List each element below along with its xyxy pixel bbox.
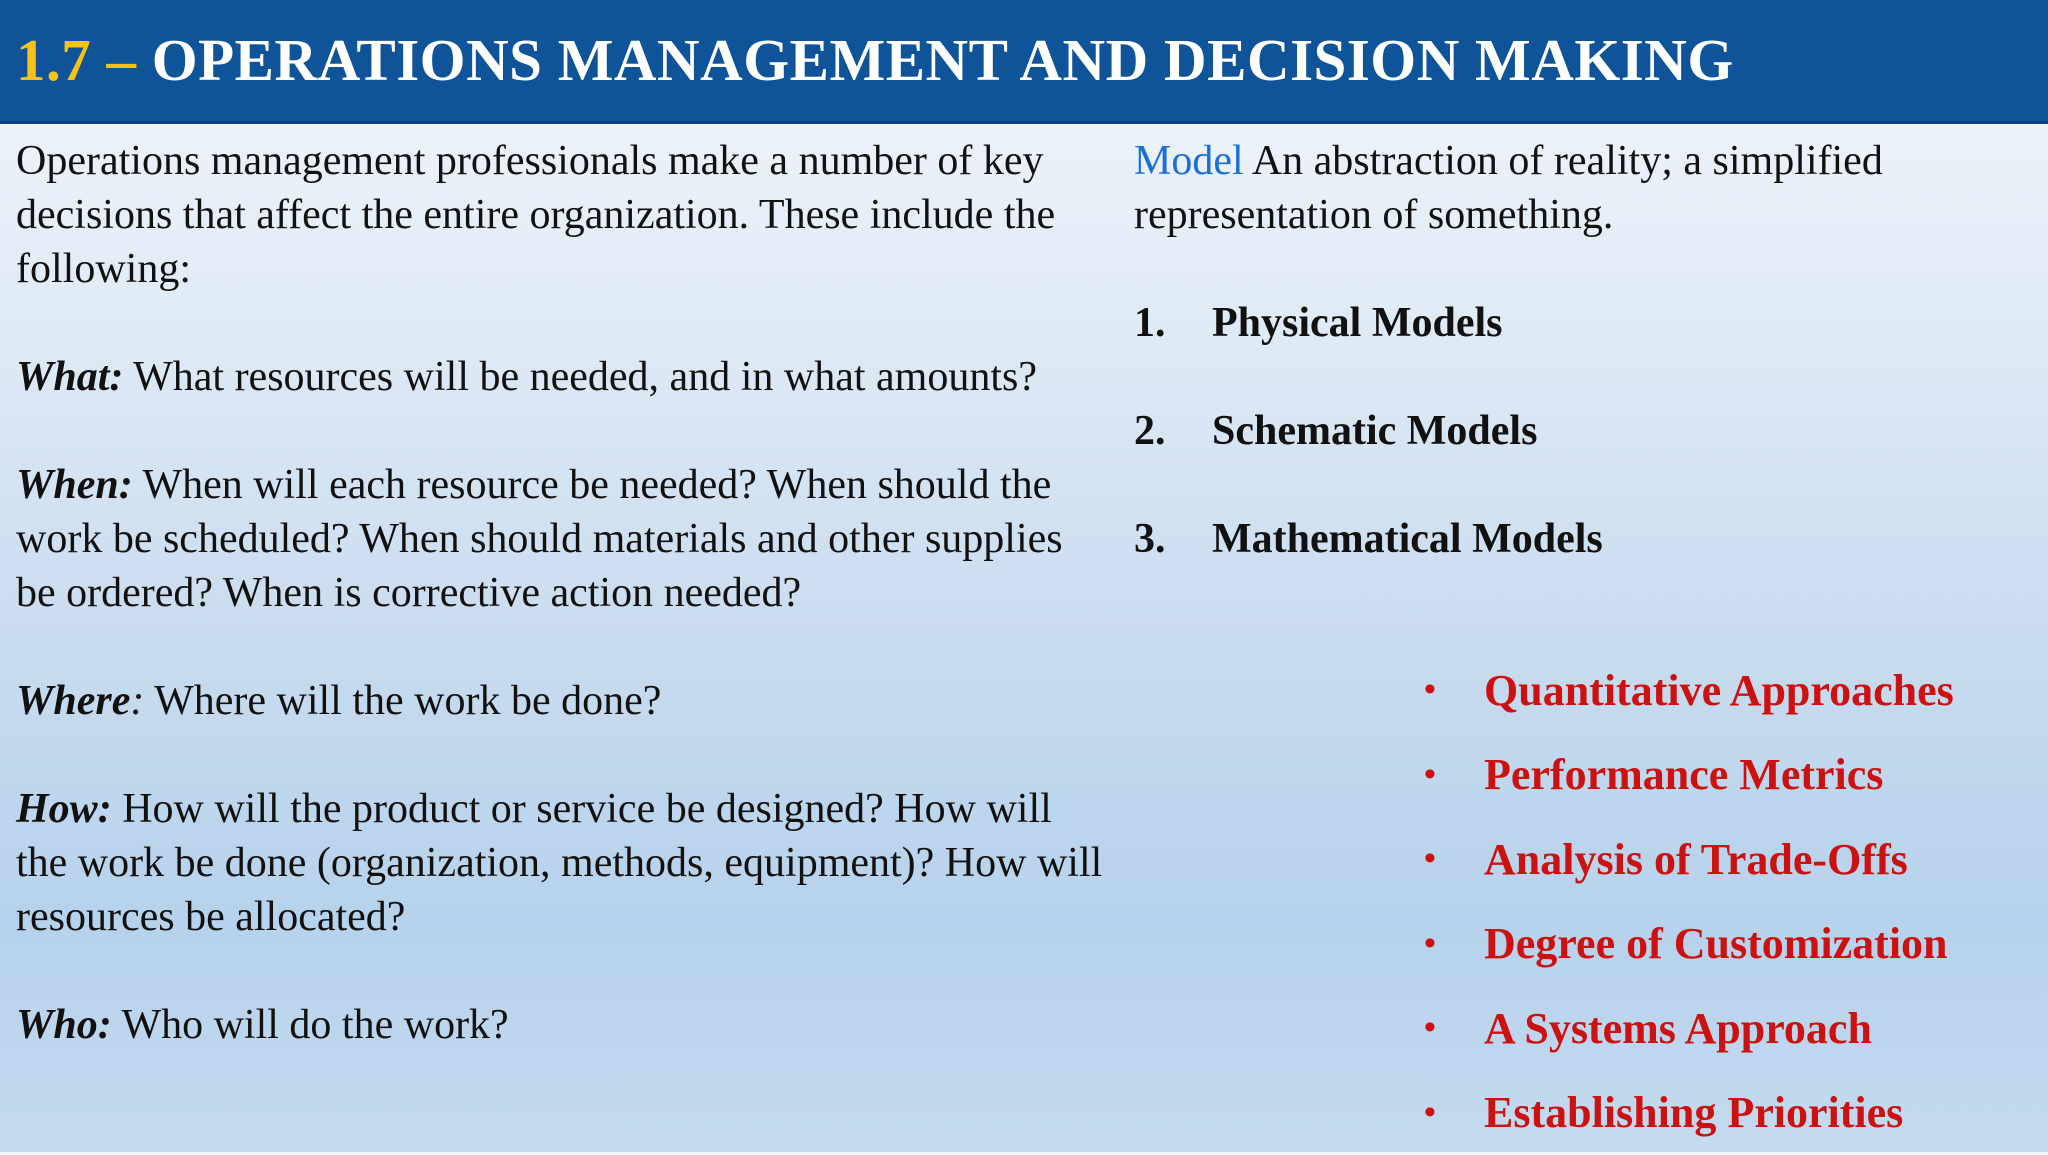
bullet-label: Establishing Priorities [1484, 1087, 1903, 1138]
bullet-icon: • [1424, 1096, 1484, 1130]
intro-paragraph: Operations management professionals make a number of key decisions that affect the entire organization. These include the following: [16, 134, 1106, 296]
question-text: How will the product or service be designed? How will the work be done (organization, methods, equipment)? How will resources be allocated? [16, 786, 1102, 940]
bullet-item [1424, 733, 1954, 818]
models-list [1134, 296, 2034, 566]
bullet-label: Analysis of Trade-Offs [1484, 834, 1908, 885]
bullet-label: Performance Metrics [1484, 749, 1883, 800]
bullet-label: Degree of Customization [1484, 918, 1948, 969]
question-sep: : [98, 1002, 112, 1048]
model-definition-text: An abstraction of reality; a simplified representation of something. [1134, 138, 1883, 238]
model-term: Model [1134, 138, 1244, 184]
list-label: Mathematical Models [1212, 512, 1603, 566]
question-sep: : [130, 678, 144, 724]
bullet-item [1424, 1071, 1954, 1155]
question-key: What [16, 354, 109, 400]
question-what [16, 350, 1106, 404]
bullet-icon: • [1424, 842, 1484, 876]
question-key: How [16, 786, 98, 832]
bullet-item [1424, 902, 1954, 987]
title-bar [0, 0, 2048, 124]
question-key: Who [16, 1002, 98, 1048]
question-text: Where will the work be done? [144, 678, 661, 724]
bullet-icon: • [1424, 1011, 1484, 1045]
model-definition [1134, 134, 2034, 242]
models-column [1134, 134, 2034, 620]
slide-title [16, 26, 1734, 95]
bullet-icon: • [1424, 673, 1484, 707]
bullet-icon: • [1424, 758, 1484, 792]
question-key: When [16, 462, 119, 508]
question-where [16, 674, 1106, 728]
list-item [1134, 404, 2034, 458]
question-key: Where [16, 678, 130, 724]
question-text: When will each resource be needed? When should the work be scheduled? When should materials and other supplies be ordered? When is corrective action needed? [16, 462, 1063, 616]
title-text: OPERATIONS MANAGEMENT AND DECISION MAKING [152, 27, 1734, 93]
question-sep: : [119, 462, 133, 508]
bullet-list [1424, 648, 1954, 1155]
list-number: 3. [1134, 512, 1212, 566]
decisions-column [16, 134, 1106, 1106]
list-label: Schematic Models [1212, 404, 1537, 458]
section-number: 1.7 – [16, 27, 137, 93]
question-who [16, 998, 1106, 1052]
list-number: 1. [1134, 296, 1212, 350]
bullet-label: A Systems Approach [1484, 1003, 1872, 1054]
bullet-item [1424, 817, 1954, 902]
question-text: Who will do the work? [112, 1002, 509, 1048]
bullet-label: Quantitative Approaches [1484, 665, 1954, 716]
question-how [16, 782, 1106, 944]
question-sep: : [109, 354, 123, 400]
bullet-icon: • [1424, 927, 1484, 961]
bullet-item [1424, 648, 1954, 733]
question-sep: : [98, 786, 112, 832]
list-item [1134, 512, 2034, 566]
question-text: What resources will be needed, and in what amounts? [123, 354, 1037, 400]
list-label: Physical Models [1212, 296, 1503, 350]
question-when [16, 458, 1106, 620]
list-item [1134, 296, 2034, 350]
list-number: 2. [1134, 404, 1212, 458]
bullet-item [1424, 986, 1954, 1071]
